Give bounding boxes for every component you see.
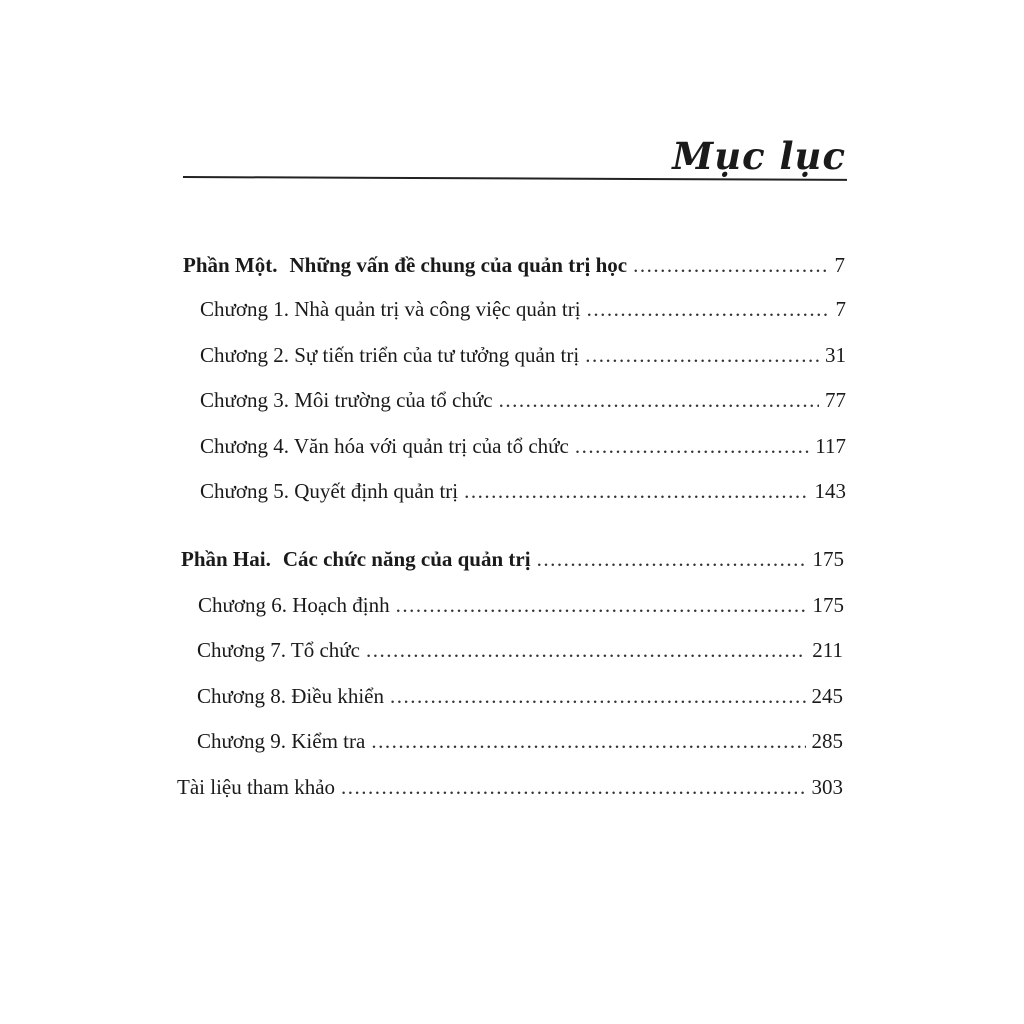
dot-leader [390,681,806,711]
part-2-label: Phần Hai. [181,547,271,571]
dot-leader [341,772,805,802]
toc-part-1[interactable] [183,250,845,280]
dot-leader [464,476,808,506]
toc-chapter-7[interactable] [197,635,843,665]
chapter-3-label: Chương 3. Môi trường của tổ chức [200,388,493,412]
part-2-page: 175 [812,547,844,571]
toc-chapter-5[interactable] [200,476,846,506]
dot-leader [366,635,806,665]
toc-references[interactable] [177,772,843,802]
chapter-2-label: Chương 2. Sự tiến triển của tư tưởng quản trị [200,343,580,367]
chapter-9-label: Chương 9. Kiểm tra [197,729,366,753]
dot-leader [587,294,830,324]
chapter-4-page: 117 [815,434,846,458]
toc-part-2[interactable] [181,544,844,574]
chapter-1-page: 7 [835,297,846,321]
chapter-7-page: 211 [812,638,843,662]
chapter-6-label: Chương 6. Hoạch định [198,593,390,617]
chapter-8-page: 245 [811,684,843,708]
toc-chapter-9[interactable] [197,726,843,756]
part-2-title: Các chức năng của quản trị [282,547,531,571]
toc-chapter-2[interactable] [200,340,846,370]
references-page: 303 [811,775,843,799]
toc-chapter-4[interactable] [200,431,846,461]
chapter-8-label: Chương 8. Điều khiển [197,684,384,708]
chapter-9-page: 285 [811,729,843,753]
chapter-5-page: 143 [814,479,846,503]
dot-leader [537,544,807,574]
chapter-6-page: 175 [812,593,844,617]
dot-leader [499,385,819,415]
dot-leader [585,340,819,370]
chapter-7-label: Chương 7. Tổ chức [197,638,360,662]
toc-chapter-1[interactable] [200,294,846,324]
toc-chapter-8[interactable] [197,681,843,711]
page-title: Mục lục [672,134,846,178]
dot-leader [396,590,807,620]
part-1-title: Những vấn đề chung của quản trị học [289,253,628,277]
dot-leader [633,250,828,280]
chapter-4-label: Chương 4. Văn hóa với quản trị của tổ chức [200,434,569,458]
dot-leader [371,726,805,756]
part-1-page: 7 [834,253,845,277]
toc-chapter-3[interactable] [200,385,846,415]
dot-leader [575,431,809,461]
chapter-5-label: Chương 5. Quyết định quản trị [200,479,459,503]
chapter-1-label: Chương 1. Nhà quản trị và công việc quản trị [200,297,581,321]
chapter-2-page: 31 [825,343,846,367]
references-label: Tài liệu tham khảo [177,775,336,799]
chapter-3-page: 77 [825,388,846,412]
toc-chapter-6[interactable] [198,590,844,620]
part-1-label: Phần Một. [183,253,278,277]
